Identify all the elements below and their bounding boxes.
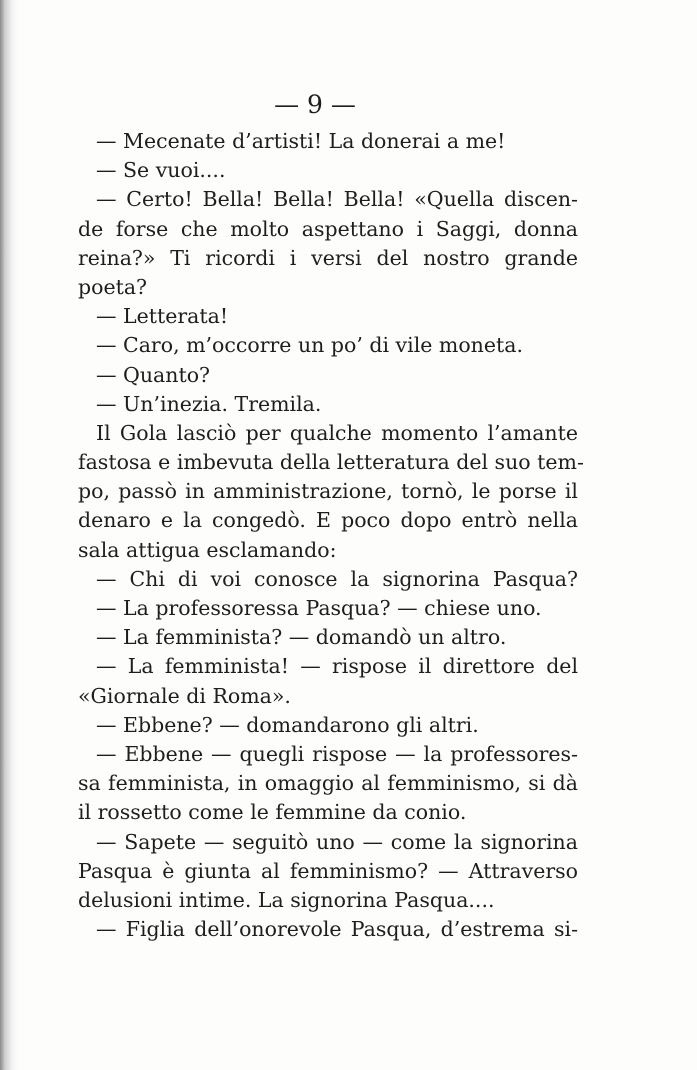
body-text [78,127,584,944]
text-line: — La femminista! — rispose il direttore del [96,654,578,679]
page-number: — 9 — [274,90,356,119]
text-line: — Quanto? [96,362,211,387]
text-line: poeta? [78,274,148,299]
text-line: denaro e la congedò. E poco dopo entrò nella [78,508,578,533]
text-line: — Figlia dell’onorevole Pasqua, d’estrema si- [96,917,578,942]
text-line: — Ebbene? — domandarono gli altri. [96,712,479,737]
text-line: — Sapete — seguitò uno — come la signorina [96,829,578,854]
text-line: sa femminista, in omaggio al femminismo, si dà [78,771,578,796]
text-line: — La femminista? — domandò un altro. [96,625,507,650]
text-line: — Caro, m’occorre un po’ di vile moneta. [96,333,523,358]
text-line: — Un’inezia. Tremila. [96,391,322,416]
page-gutter-shadow [0,0,18,1070]
text-line: po, passò in amministrazione, tornò, le porse il [78,479,578,504]
text-line: — Mecenate d’artisti! La donerai a me! [96,129,506,153]
text-line: de forse che molto aspettano i Saggi, donna [78,216,578,241]
text-line: fastosa e imbevuta della letteratura del suo tem- [78,450,584,475]
text-line: Il Gola lasciò per qualche momento l’amante [96,420,578,445]
text-line: — La professoressa Pasqua? — chiese uno. [96,596,542,620]
text-line: — Certo! Bella! Bella! Bella! «Quella discen- [96,187,578,212]
text-line: — Ebbene — quegli rispose — la professores- [96,741,578,766]
text-line: sala attigua esclamando: [78,537,337,562]
text-line: — Letterata! [96,304,229,329]
text-line: — Chi di voi conosce la signorina Pasqua? [96,566,578,591]
text-line: delusioni intime. La signorina Pasqua.... [78,887,495,912]
text-line: il rossetto come le femmine da conio. [78,800,467,825]
text-line: «Giornale di Roma». [78,683,291,708]
text-line: Pasqua è giunta al femminismo? — Attraverso [78,858,578,883]
text-line: reina?» Ti ricordi i versi del nostro grande [78,245,578,270]
text-line: — Se vuoi.... [96,158,226,183]
